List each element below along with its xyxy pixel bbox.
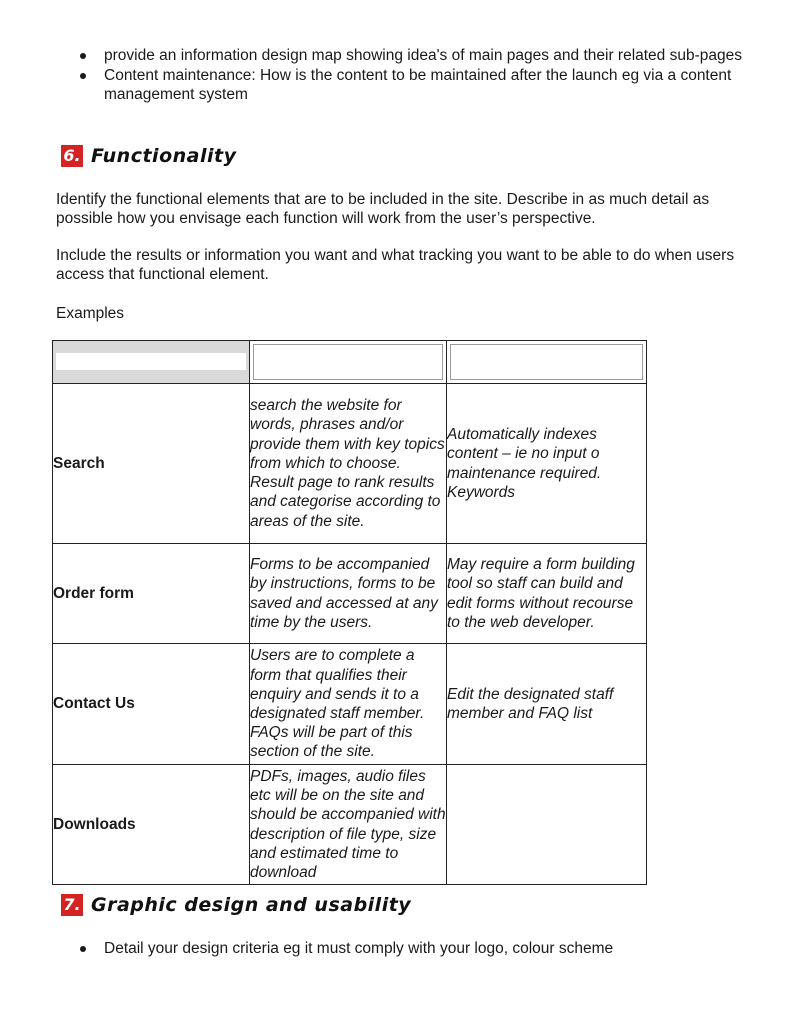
bullet-item [80, 939, 760, 958]
paragraph-include: Include the results or information you want and what tracking you want to be able to do when users access that functional element. [56, 247, 735, 283]
bullet-item [80, 66, 760, 104]
section-title: Functionality [91, 145, 237, 167]
function-notes-cell: Edit the designated staff member and FAQ list [447, 644, 647, 765]
function-notes-cell: Automatically indexes content – ie no input o maintenance required. Keywords [447, 384, 647, 544]
top-bullet-list [80, 46, 760, 104]
header-cell [447, 341, 647, 384]
function-description-cell: Users are to complete a form that qualifies their enquiry and sends it to a designated staff member. FAQs will be part of this section of the site. [250, 644, 447, 765]
function-name-cell: Contact Us [53, 644, 250, 765]
table-row [53, 644, 647, 765]
bullet-dot-icon [80, 53, 86, 59]
section-6-heading [61, 145, 236, 167]
table-row [53, 384, 647, 544]
function-notes-cell [447, 765, 647, 885]
bullet-item [80, 46, 760, 65]
function-notes-cell: May require a form building tool so staff can build and edit forms without recourse to the web developer. [447, 544, 647, 644]
bullet-dot-icon [80, 73, 86, 79]
section-7-heading [61, 894, 411, 916]
bullet-dot-icon [80, 946, 86, 952]
header-cell [53, 341, 250, 384]
section-number-badge: 7. [61, 894, 83, 916]
examples-label: Examples [56, 305, 125, 322]
function-description-cell: PDFs, images, audio files etc will be on the site and should be accompanied with description of file type, size and estimated time to download [250, 765, 447, 885]
section-title: Graphic design and usability [91, 894, 412, 916]
table-row [53, 544, 647, 644]
function-description-cell: search the website for words, phrases and/or provide them with key topics from which to choose. Result page to rank results and categorise according to areas of the site. [250, 384, 447, 544]
examples-table [52, 340, 647, 885]
function-name-cell: Downloads [53, 765, 250, 885]
bullet-text: provide an information design map showing idea's of main pages and their related sub-pages [104, 47, 742, 64]
function-name-cell: Order form [53, 544, 250, 644]
section-number-badge: 6. [61, 145, 83, 167]
paragraph-identify: Identify the functional elements that are to be included in the site. Describe in as much detail as possible how you envisage each function will work from the user’s perspective. [56, 191, 710, 227]
function-description-cell: Forms to be accompanied by instructions, forms to be saved and accessed at any time by the users. [250, 544, 447, 644]
function-name-cell: Search [53, 384, 250, 544]
header-cell [250, 341, 447, 384]
bottom-bullet-list [80, 939, 760, 958]
table-header-row [53, 341, 647, 384]
bullet-text: Detail your design criteria eg it must comply with your logo, colour scheme [104, 940, 614, 957]
table-row [53, 765, 647, 885]
bullet-text: Content maintenance: How is the content to be maintained after the launch eg via a content management system [104, 67, 732, 103]
